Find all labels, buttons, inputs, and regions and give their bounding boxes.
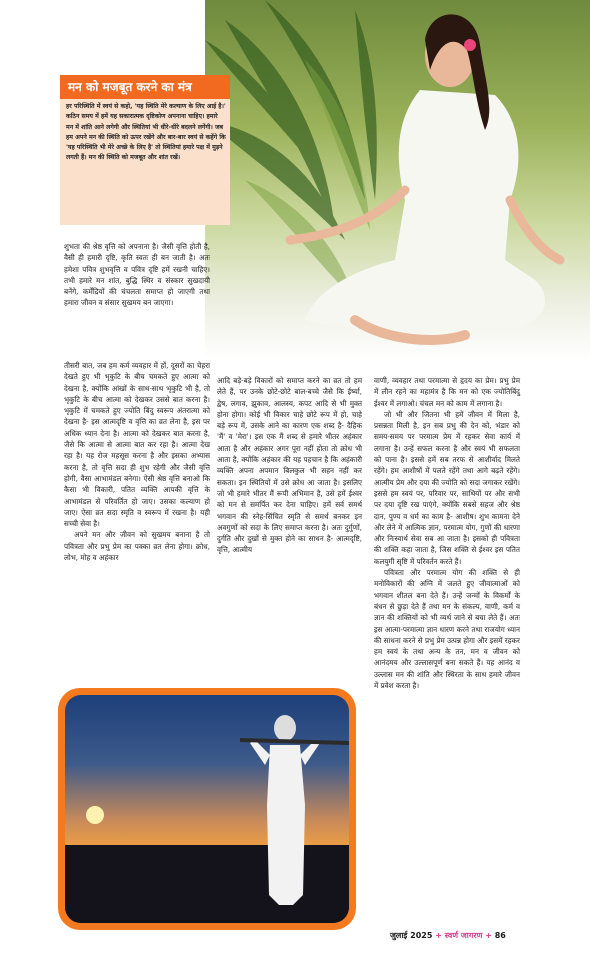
column-1-top — [64, 241, 210, 309]
sunset-illustration — [65, 695, 349, 923]
footer-sep: + — [485, 931, 492, 940]
paragraph: वाणी, व्यवहार तथा परमात्मा से हृदय का प्रेम। प्रभु प्रेम में लीन रहने का महामंत्र है कि मन को एक ज्योतिबिंदु ईश्वर में लगाओ। चंचल मन को काम में लगाना है। — [374, 376, 520, 408]
paragraph: पवित्रता और परमात्म योग की शक्ति से ही मनोविकारों की अग्नि में जलते हुए जीवात्माओं को भगवान शीतल बना देते हैं। उन्हें जन्मों के विकर्मों के बंधन से छुड़ा देते हैं तथा मन के संकल्प, वाणी, कर्म व ज्ञान की शक्तियों को भी व्यर्थ जाने से बचा लेते हैं। अतः इस आत्मा-परमात्मा ज्ञान धारण करने तथा राजयोग ध्यान की साधना करने से प्रभु प्रेम उत्पन्न होगा और इसमें रहकर हम स्वयं के तथा अन्य के तन, मन व जीवन को आनंदमय और उल्लासपूर्ण बना सकते हैं। यह आनंद व उल्लास मन की शांति और स्थिरता के साथ हमारे जीवन में प्रवेश करता है। — [374, 568, 520, 691]
column-1 — [64, 360, 210, 563]
paragraph: शुभता की श्रेष्ठ वृत्ति को अपनाना है। जैसी वृत्ति होती है, वैसी ही हमारी दृष्टि, कृति स्वतः ही बन जाती है। अतः हमेशा पवित्र शुभवृत्ति व पवित्र दृष्टि हमें रखनी चाहिए। तभी हमारे मन शांत, बुद्धि स्थिर व संस्कार सुखदायी बनेंगे, कर्मेंद्रियों की चंचलता समाप्त हो जाएगी तथा हमारा जीवन व संसार सुखमय बन जाएगा। — [64, 242, 210, 308]
box-text: हर परिस्थिति में स्वयं से कहो, 'यह स्थिति मेरे कल्याण के लिए आई है।' कठिन समय में हमें यह सकारात्मक दृष्टिकोण अपनाना चाहिए। हमारे मन में शांति आने लगेगी और स्थितियां भी धीरे-धीरे बदलने लगेंगी। जब हम अपने मन की स्थिति को ऊपर रखेंगे और बार-बार स्वयं से कहेंगे कि 'यह परिस्थिति भी मेरे अच्छे के लिए है' तो स्थितियां हमारे पक्ष में मुड़ने लगती हैं। मन की स्थिति को मजबूत और शांत रखें। — [66, 103, 226, 162]
footer-sep: + — [435, 931, 442, 940]
column-2 — [217, 375, 362, 556]
box-title: मन को मजबूत करने का मंत्र — [60, 75, 230, 99]
footer-page-number: 86 — [494, 931, 506, 940]
footer-magazine: स्वर्ण जागरण — [444, 931, 483, 940]
paragraph: अपने मन और जीवन को सुखमय बनाना है तो पवित्रता और प्रभु प्रेम का पक्का व्रत लेना होगा। क्रोध, लोभ, मोह व अहंकार — [64, 530, 210, 563]
page-footer — [390, 930, 520, 941]
sunset-photo — [65, 695, 349, 923]
sunset-photo-frame — [58, 688, 356, 930]
paragraph: जो भी और जितना भी हमें जीवन में मिला है, प्रसन्नता मिली है, इन सब प्रभु की देन को, भंडार को समय-समय पर परमात्म प्रेम में रहकर सेवा कार्य में लगाना है। उन्हें सफल करना है और स्वयं भी सफलता को पाना है। इससे हमें सब तरफ से आशीर्वाद मिलते रहेंगे। हम आशीषों में पलते रहेंगे तथा आगे बढ़ते रहेंगे। आत्मीय प्रेम और दया की ज्योति को सदा जगाकर रखेंगे। इससे हम स्वयं पर, परिवार पर, साथियों पर और सभी पर दया दृष्टि रख पाएंगे, क्योंकि सबसे सहज और श्रेष्ठ दान, पुण्य व धर्म का काम है- आशीष। शुभ कामना देने और लेने में आत्मिक ज्ञान, परमात्म योग, गुणों की धारणा और निःस्वार्थ सेवा सब आ जाता है। इसको ही पवित्रता की शक्ति कहा जाता है, जिस शक्ति से ईश्वर इस पतित कलयुगी सृष्टि में परिवर्तन करते हैं। — [374, 409, 520, 566]
footer-month: जुलाई 2025 — [390, 931, 433, 940]
column-3 — [374, 375, 520, 691]
paragraph: आदि बड़े-बड़े विकारों को समाप्त करने का व्रत तो हम लेते हैं, पर उनके छोटे-छोटे बाल-बच्चे जैसे कि ईर्ष्या, द्वेष, लगाव, झुकाव, आलस्य, कपट आदि से भी मुक्त होना होगा। कोई भी विकार चाहे छोटे रूप में हो, चाहे बड़े रूप में, उसके आने का कारण एक शब्द है- दैहिक 'मैं' व 'मेरा'। इस एक मैं शब्द से हमारे भीतर अहंकार आता है और अहंकार अगर पूरा नहीं होता तो क्रोध भी आता है, क्योंकि अहंकार की यह पहचान है कि अहंकारी व्यक्ति अपना अपमान बिलकुल भी सहन नहीं कर सकता। इन स्थितियों में उसे क्रोध आ जाता है। इसलिए जो भी हमारे भीतर मैं रूपी अभिमान है, उसे हमें ईश्वर को मन से समर्पित कर देना चाहिए। हमें सर्व समर्थ भगवान की स्नेह-सिंचित स्मृति से समर्थ बनकर इन अवगुणों को सदा के लिए समाप्त करना है। अतः दुर्गुणों, दुर्गति और दुखों से मुक्त होने का साधन है- आत्मदृष्टि, वृत्ति, आत्मीय — [217, 376, 362, 555]
yoga-photo — [205, 0, 590, 360]
woman-figure — [290, 14, 560, 340]
palm-leaves-illustration — [205, 0, 590, 360]
paragraph: तीसरी बात, जब हम कर्म व्यवहार में हों, दूसरों का चेहरा देखते हुए भी भृकुटि के बीच चमकते हुए आत्मा को देखना है, क्योंकि आंखों के साथ-साथ भृकुटि भी है, तो भृकुटि के बीच आत्मा को देखकर उससे बात करना है। भृकुटि में चमकते हुए ज्योति बिंदु स्वरूप अंतरात्मा को देखना है- इस आत्मदृष्टि व वृत्ति का व्रत लेना है, इस पर अधिक ध्यान देना है। आत्मा को देखकर बात करना है, जैसे कि आत्मा से आत्मा बात कर रहा है। आत्मा देख रहा है। यह रोज महसूस करना है और इसका अभ्यास करना है, तो वृत्ति सदा ही शुभ रहेगी और जैसी वृत्ति होगी, वैसा आभामंडल बनेगा। ऐसी श्रेष्ठ वृत्ति बनाओ कि कैसा भी विकारी, पतित व्यक्ति आपकी वृत्ति के आभामंडल से परिवर्तित हो जाए। उसका कल्याण हो जाए। ऐसा व्रत सदा स्मृति व स्वरूप में रखना है। यही सच्ची सेवा है। — [64, 361, 210, 529]
